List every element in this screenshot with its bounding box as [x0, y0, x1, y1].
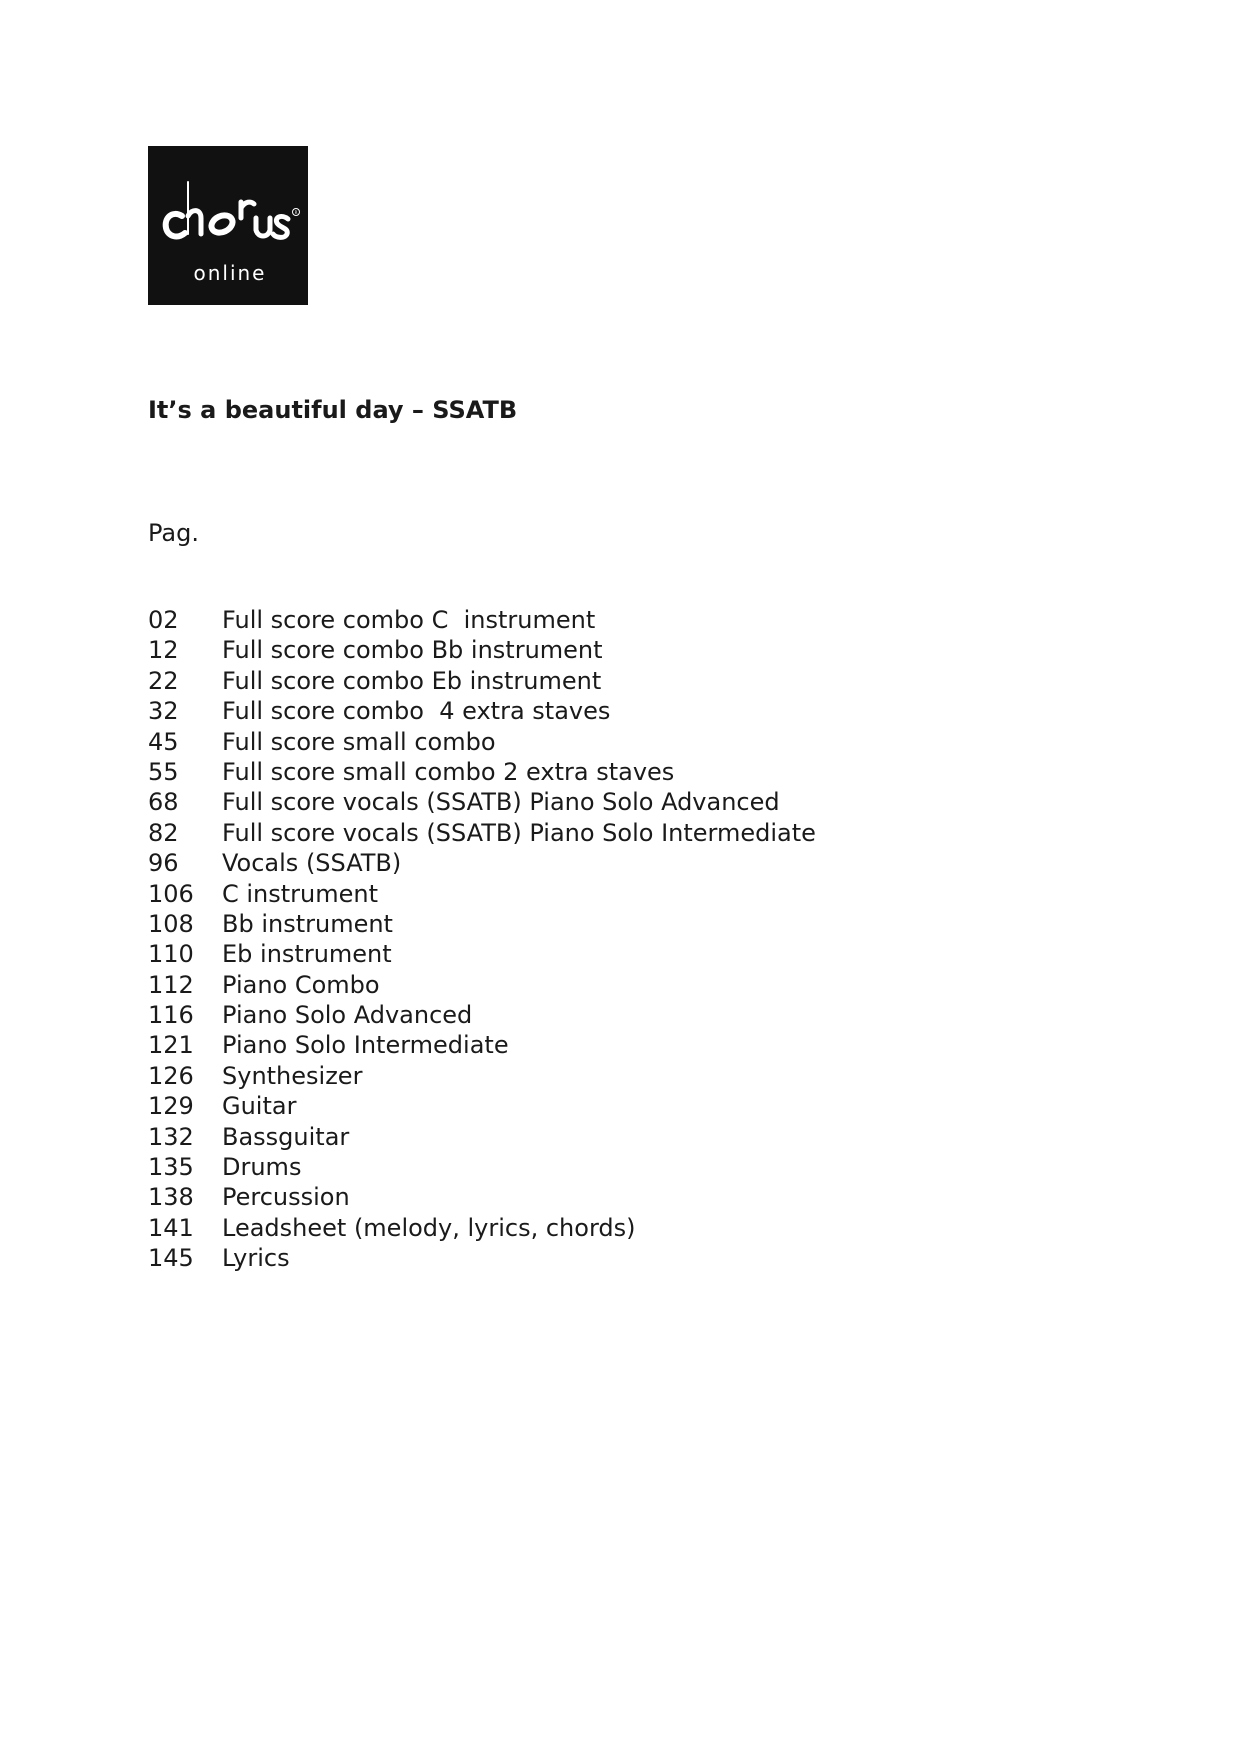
toc-entry-title: C instrument	[222, 879, 379, 908]
toc-entry	[148, 1030, 816, 1060]
toc-entry	[148, 848, 816, 878]
toc-entry	[148, 1122, 816, 1152]
toc-entry	[148, 970, 816, 1000]
toc-entry-title: Drums	[222, 1153, 302, 1182]
toc-page-number: 141	[148, 1213, 194, 1242]
toc-entry-title: Full score combo Eb instrument	[222, 666, 602, 695]
toc-entry	[148, 605, 816, 635]
toc-entry-title: Leadsheet (melody, lyrics, chords)	[222, 1213, 636, 1242]
toc-entry-title: Full score vocals (SSATB) Piano Solo Intermediate	[222, 818, 816, 847]
toc-page-number: 108	[148, 909, 194, 938]
toc-page-number: 135	[148, 1153, 194, 1182]
toc-entry-title: Piano Solo Advanced	[222, 1001, 473, 1030]
toc-entry	[148, 939, 816, 969]
chorus-online-logo	[148, 146, 308, 305]
chorus-logo-icon	[148, 146, 308, 305]
toc-page-number: 126	[148, 1061, 194, 1090]
toc-entry-title: Full score small combo 2 extra staves	[222, 757, 675, 786]
toc-page-number: 138	[148, 1183, 194, 1212]
toc-entry-title: Bb instrument	[222, 909, 393, 938]
toc-entry	[148, 909, 816, 939]
toc-entry	[148, 1000, 816, 1030]
document-title: It’s a beautiful day – SSATB	[148, 396, 518, 424]
toc-entry-title: Piano Combo	[222, 970, 380, 999]
toc-entry-title: Piano Solo Intermediate	[222, 1031, 509, 1060]
toc-page-number: 68	[148, 788, 179, 817]
toc-entry-title: Synthesizer	[222, 1061, 363, 1090]
toc-entry-title: Full score vocals (SSATB) Piano Solo Advanced	[222, 788, 780, 817]
toc-entry-title: Percussion	[222, 1183, 350, 1212]
toc-entry-title: Guitar	[222, 1092, 297, 1121]
page-column-label: Pag.	[148, 519, 199, 547]
toc-entry	[148, 1243, 816, 1273]
toc-entry	[148, 1091, 816, 1121]
toc-entry	[148, 879, 816, 909]
toc-page-number: 106	[148, 879, 194, 908]
toc-page-number: 112	[148, 970, 194, 999]
toc-page-number: 12	[148, 636, 179, 665]
toc-entry	[148, 787, 816, 817]
toc-entry	[148, 696, 816, 726]
toc-page-number: 116	[148, 1001, 194, 1030]
toc-page-number: 45	[148, 727, 179, 756]
toc-entry	[148, 1152, 816, 1182]
toc-page-number: 82	[148, 818, 179, 847]
toc-page-number: 110	[148, 940, 194, 969]
toc-entry-title: Vocals (SSATB)	[222, 849, 402, 878]
toc-page-number: 145	[148, 1244, 194, 1273]
svg-text:online: online	[193, 261, 267, 285]
table-of-contents	[148, 605, 816, 1274]
svg-text:R: R	[294, 210, 298, 215]
toc-entry	[148, 757, 816, 787]
toc-page-number: 32	[148, 697, 179, 726]
toc-entry-title: Full score combo C instrument	[222, 606, 596, 634]
toc-page-number: 132	[148, 1122, 194, 1151]
toc-entry-title: Full score small combo	[222, 727, 496, 756]
toc-page-number: 22	[148, 666, 179, 695]
toc-entry	[148, 1182, 816, 1212]
toc-entry	[148, 818, 816, 848]
toc-entry	[148, 727, 816, 757]
toc-page-number: 121	[148, 1031, 194, 1060]
toc-page-number: 02	[148, 606, 179, 634]
toc-entry	[148, 1061, 816, 1091]
toc-page-number: 129	[148, 1092, 194, 1121]
toc-entry-title: Full score combo 4 extra staves	[222, 697, 611, 726]
toc-page-number: 96	[148, 849, 179, 878]
toc-page-number: 55	[148, 757, 179, 786]
toc-entry-title: Full score combo Bb instrument	[222, 636, 603, 665]
toc-entry-title: Lyrics	[222, 1244, 290, 1273]
toc-entry-title: Eb instrument	[222, 940, 392, 969]
toc-entry	[148, 635, 816, 665]
toc-entry	[148, 666, 816, 696]
toc-entry-title: Bassguitar	[222, 1122, 350, 1151]
toc-entry	[148, 1213, 816, 1243]
